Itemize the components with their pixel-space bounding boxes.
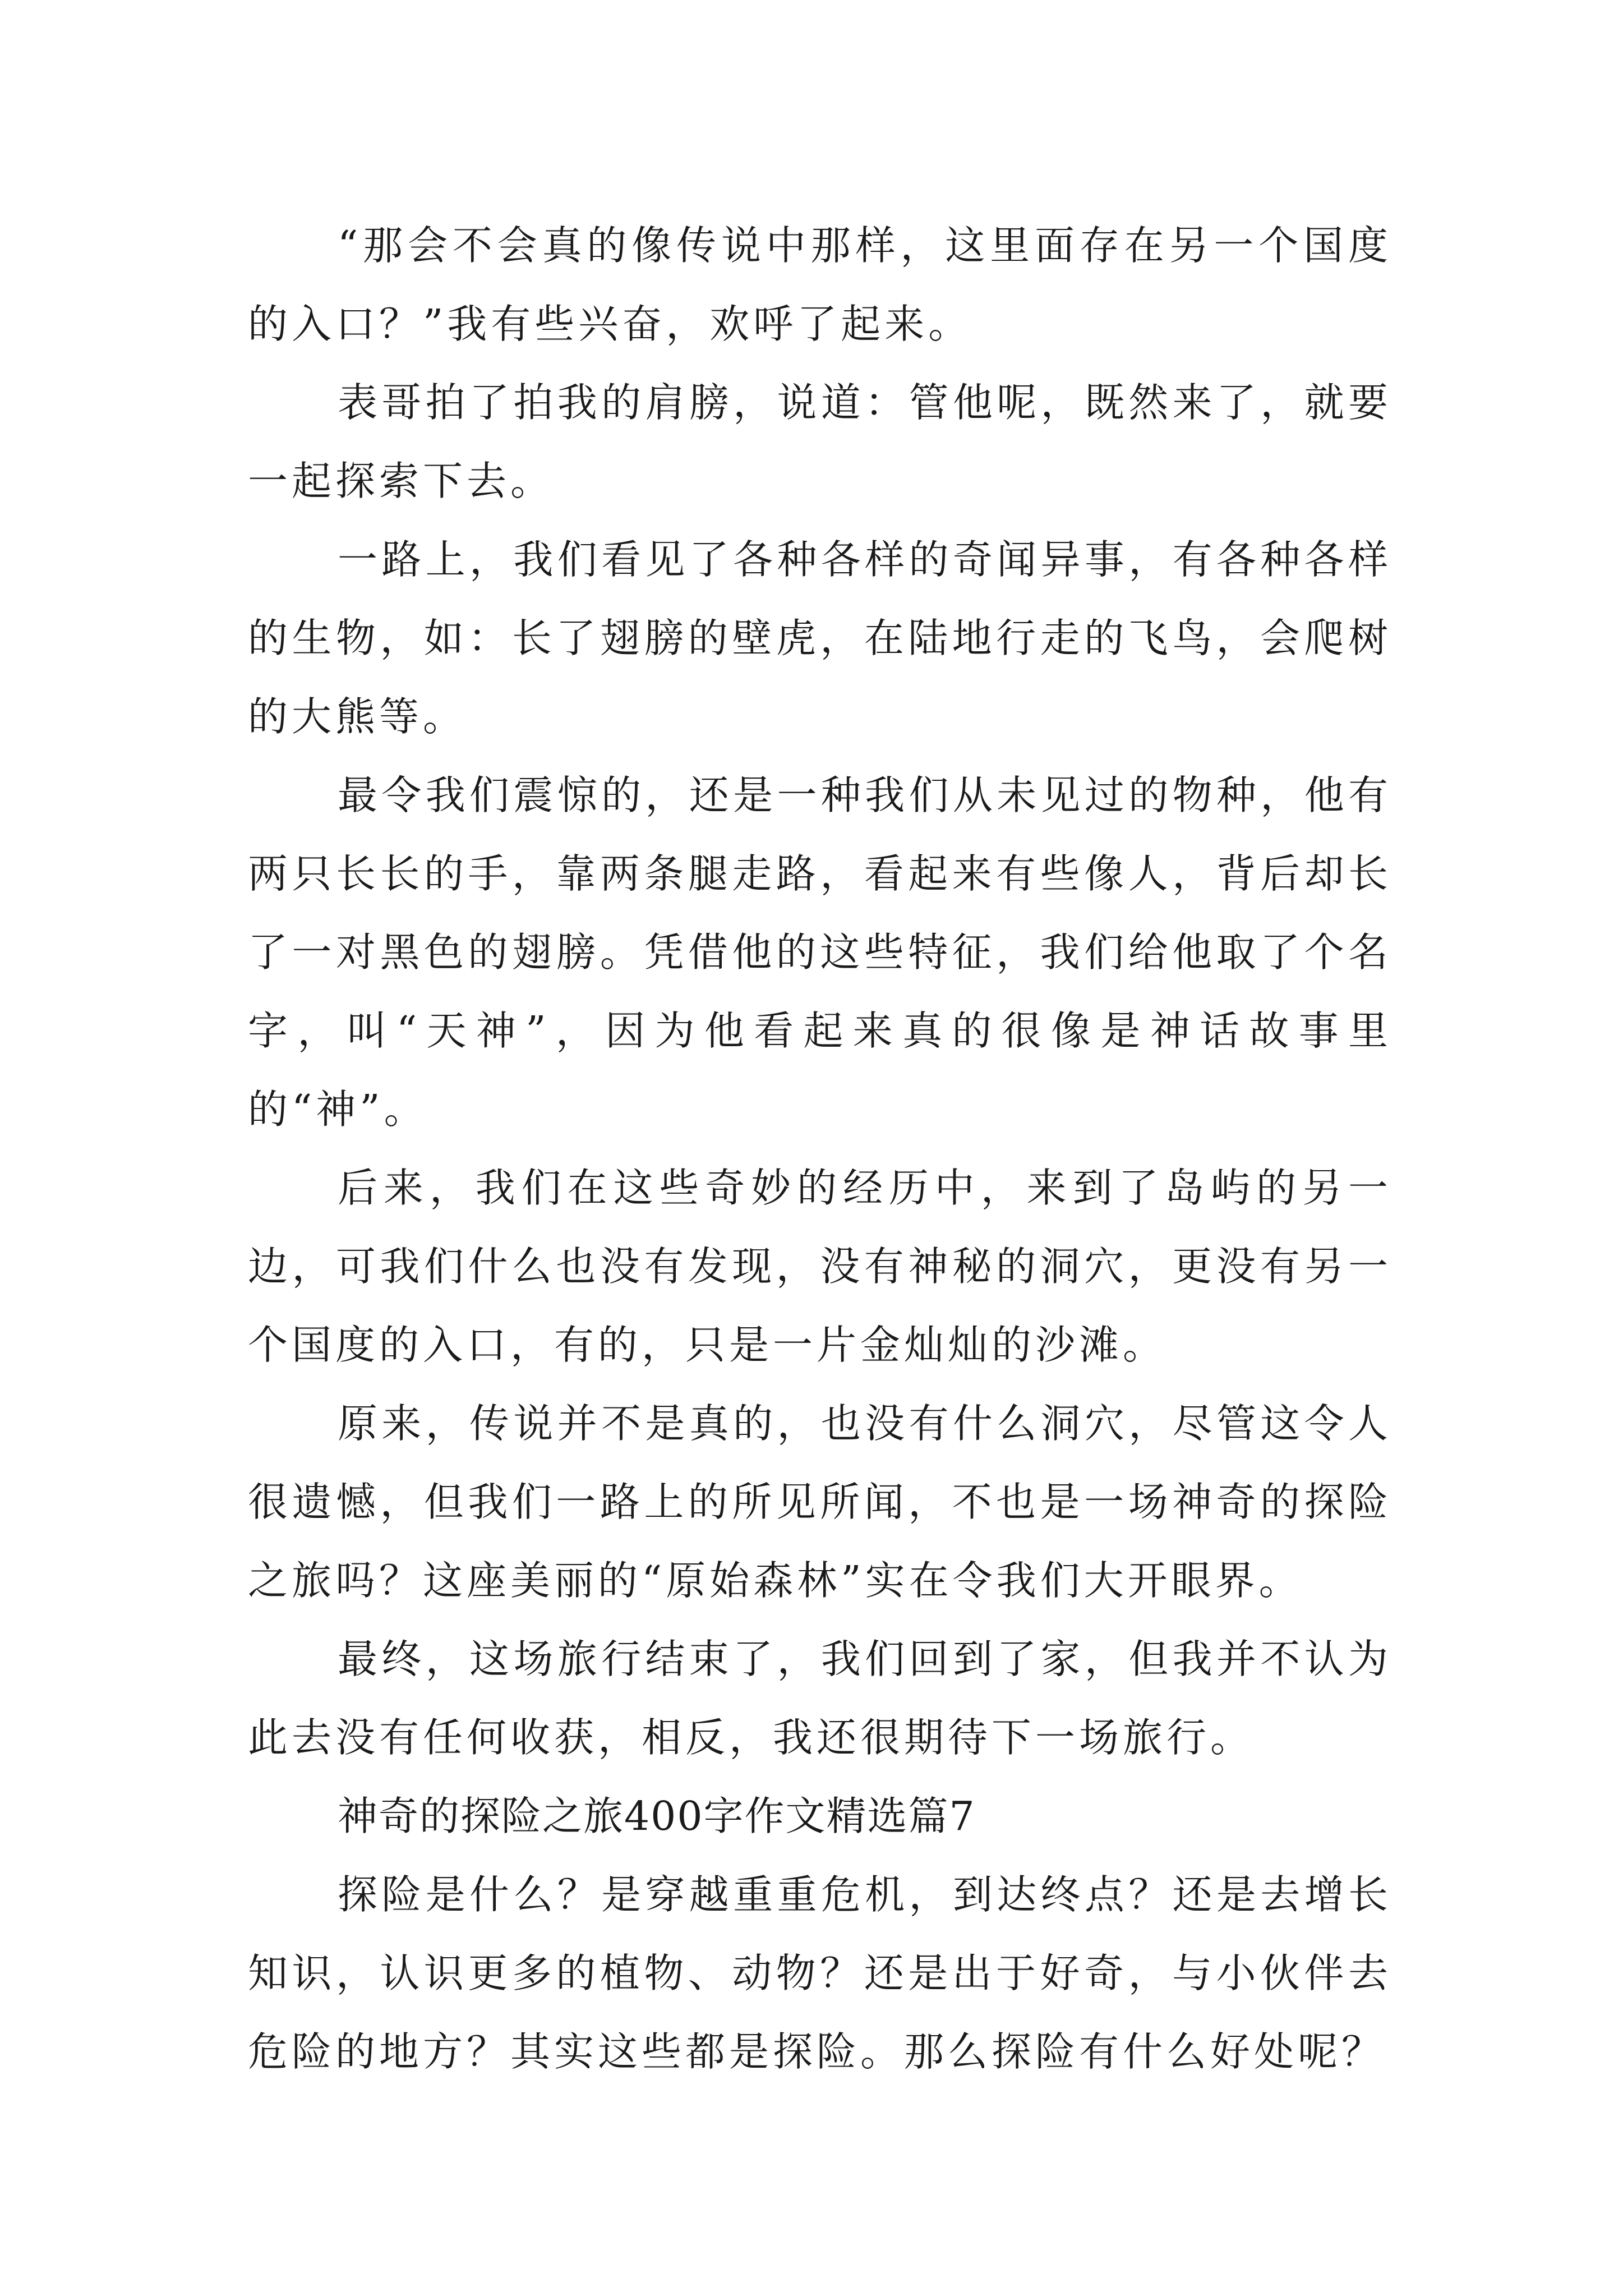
- paragraph-strange-creatures: 一路上，我们看见了各种各样的奇闻异事，有各种各样的生物，如：长了翅膀的壁虎，在陆地行走的飞鸟，会爬树的大熊等。: [248, 536, 1392, 740]
- paragraph-what-is-adventure: 探险是什么？是穿越重重危机，到达终点？还是去增长知识，认识更多的植物、动物？还是出于好奇，与小伙伴去危险的地方？其实这些都是探险。那么探险有什么好处呢？: [248, 1871, 1392, 2075]
- paragraph-cousin-reply: 表哥拍了拍我的肩膀，说道：管他呢，既然来了，就要一起探索下去。: [248, 379, 1392, 504]
- paragraph-sky-god: 最令我们震惊的，还是一种我们从未见过的物种，他有两只长长的手，靠两条腿走路，看起来有些像人，背后却长了一对黑色的翅膀。凭借他的这些特征，我们给他取了个名字，叫“天神”，因为他看起来真的很像是神话故事里的“神”。: [248, 772, 1392, 1133]
- paragraph-other-side: 后来，我们在这些奇妙的经历中，来到了岛屿的另一边，可我们什么也没有发现，没有神秘的洞穴，更没有另一个国度的入口，有的，只是一片金灿灿的沙滩。: [248, 1165, 1392, 1368]
- paragraph-trip-ends: 最终，这场旅行结束了，我们回到了家，但我并不认为此去没有任何收获，相反，我还很期待下一场旅行。: [248, 1636, 1392, 1761]
- paragraph-legend-false: 原来，传说并不是真的，也没有什么洞穴，尽管这令人很遗憾，但我们一路上的所见所闻，不也是一场神奇的探险之旅吗？这座美丽的“原始森林”实在令我们大开眼界。: [248, 1400, 1392, 1604]
- paragraph-entrance-question: “那会不会真的像传说中那样，这里面存在另一个国度的入口？”我有些兴奋，欢呼了起来。: [248, 222, 1392, 347]
- section-heading: 神奇的探险之旅400字作文精选篇7: [338, 1793, 976, 1839]
- document-body: [248, 206, 1392, 2091]
